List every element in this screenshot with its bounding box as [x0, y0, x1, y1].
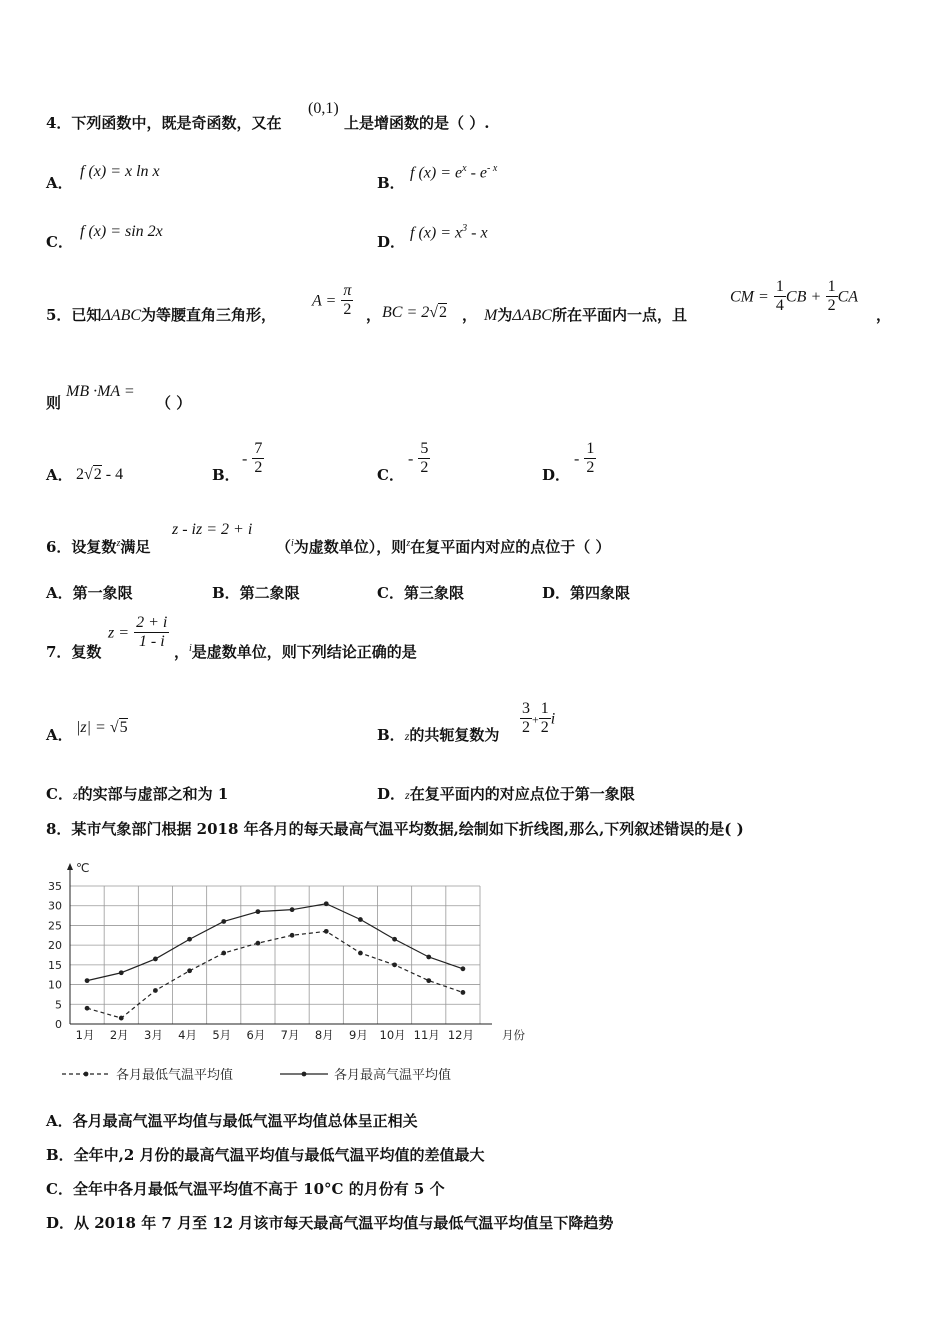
q7-option-d[interactable]: D．z在复平面内的对应点位于第一象限: [377, 785, 635, 803]
q8-option-c[interactable]: C．全年中各月最低气温平均值不高于 10°C 的月份有 5 个: [46, 1180, 445, 1198]
point-high: [153, 957, 158, 962]
q8-stem: 8．某市气象部门根据 2018 年各月的每天最高气温平均数据,绘制如下折线图,那么,下列叙述错误的是( ): [46, 820, 744, 838]
point-low: [426, 978, 431, 983]
q6-option-a[interactable]: A．第一象限: [46, 584, 133, 602]
q5-option-b[interactable]: B．: [212, 466, 240, 484]
q8-option-a[interactable]: A．各月最高气温平均值与最低气温平均值总体呈正相关: [46, 1112, 418, 1130]
y-unit-label: ℃: [76, 861, 90, 875]
legend-marker-low: [84, 1072, 89, 1077]
q4-option-c-label: C．: [46, 233, 73, 251]
point-low: [392, 962, 397, 967]
x-tick-label: 6月: [246, 1028, 266, 1042]
q4-option-b-expr: f $(x) = e^x - e^{- x}$: [410, 163, 498, 182]
x-tick-label: 5月: [212, 1028, 232, 1042]
point-high: [392, 937, 397, 942]
point-high: [290, 907, 295, 912]
legend-label-high: 各月最高气温平均值: [334, 1068, 452, 1083]
q5-line2-paren: （ ）: [156, 394, 192, 412]
q5-vector-eq: CM = $\frac{1}{4}$ CB + $\frac{1}{2}$ CA: [730, 278, 859, 315]
point-low: [358, 951, 363, 956]
point-high: [119, 970, 124, 975]
q7-option-b-expr: $\frac{3}{2}$ + $\frac{1}{2}$ i: [522, 700, 556, 737]
q8-option-b[interactable]: B．全年中,2 月份的最高气温平均值与最低气温平均值的差值最大: [46, 1146, 485, 1164]
point-low: [85, 1006, 90, 1011]
point-low: [119, 1016, 124, 1021]
q7-option-c[interactable]: C．z的实部与虚部之和为 1: [46, 785, 229, 803]
q7-option-b[interactable]: B．z的共轭复数为: [377, 726, 500, 744]
y-tick-label: 5: [55, 998, 62, 1012]
chart-grid: [70, 886, 480, 1024]
q5-option-c-expr: - $\frac{5}{2}$: [408, 440, 429, 477]
point-low: [256, 941, 261, 946]
q4-option-d-expr: f $(x) = x^3 - x$: [410, 223, 488, 242]
y-tick-label: 0: [55, 1018, 62, 1031]
point-high: [187, 937, 192, 942]
y-tick-label: 10: [48, 978, 62, 992]
q7-z-expr: z = $\frac{2 + i}{1 - i}$: [108, 614, 168, 651]
q4-option-c-expr: f (x) = sin 2x: [80, 223, 163, 240]
q5-option-a-expr: 2√2 - 4: [76, 466, 124, 483]
x-tick-label: 8月: [314, 1028, 334, 1042]
point-low: [290, 933, 295, 938]
q7-prefix: 7．复数: [46, 643, 102, 661]
x-tick-label: 12月: [447, 1028, 474, 1042]
point-high: [358, 917, 363, 922]
q4-option-a-expr: f (x) = x ln x: [80, 163, 160, 180]
q7-option-a-expr: |z| = √5: [76, 719, 128, 736]
x-axis-label: 月份: [502, 1028, 525, 1042]
q5-bc: BC = 2√2: [382, 304, 448, 321]
q6-stem: 6．设复数$^z$满足: [46, 538, 151, 556]
point-high: [324, 901, 329, 906]
q4-option-c[interactable]: [46, 231, 73, 252]
q4-option-a-label: A．: [46, 174, 73, 192]
q6-option-b[interactable]: B．第二象限: [212, 584, 300, 602]
q6-stem-rest: （$^i$为虚数单位），则$^z$在复平面内对应的点位于（ ）: [276, 538, 611, 556]
q6-option-d[interactable]: D．第四象限: [542, 584, 631, 602]
point-high: [221, 919, 226, 924]
q5-stem-middle: M为ΔABC所在平面内一点，且: [484, 306, 687, 324]
point-low: [461, 990, 466, 995]
q5-triangle: ΔABC: [101, 307, 142, 324]
q5-option-b-expr: - $\frac{7}{2}$: [242, 440, 263, 477]
q7-stem-rest: ，$^i$是虚数单位，则下列结论正确的是: [174, 643, 417, 661]
q6-equation: z - iz = 2 + i: [172, 521, 253, 538]
y-tick-label: 30: [48, 899, 62, 913]
legend-label-low: 各月最低气温平均值: [116, 1068, 234, 1083]
q5-line2-prefix: 则: [46, 394, 62, 412]
point-low: [221, 951, 226, 956]
q4-option-b[interactable]: [377, 172, 405, 193]
q5-dot-expr: MB ·MA =: [66, 383, 135, 400]
point-low: [153, 988, 158, 993]
point-high: [461, 966, 466, 971]
q5-option-a[interactable]: A．: [46, 466, 73, 484]
q5-angle: A = $\frac{\pi}{2}$: [312, 282, 352, 319]
q4-option-d[interactable]: [377, 231, 405, 252]
chart-axes: [48, 861, 525, 1042]
point-low: [187, 968, 192, 973]
x-tick-label: 4月: [178, 1028, 197, 1042]
q4-stem: [46, 112, 281, 133]
q5-option-d[interactable]: D．: [542, 466, 571, 484]
q6-option-c[interactable]: C．第三象限: [377, 584, 464, 602]
q5-end: ，: [876, 306, 892, 324]
y-tick-label: 20: [48, 939, 62, 953]
point-low: [324, 929, 329, 934]
x-tick-label: 2月: [109, 1028, 129, 1042]
y-axis-arrow: [67, 863, 73, 870]
x-tick-label: 7月: [280, 1028, 300, 1042]
q4-option-b-label: B．: [377, 174, 405, 192]
point-high: [426, 955, 431, 960]
x-tick-label: 9月: [349, 1028, 368, 1042]
x-tick-label: 11月: [413, 1028, 440, 1042]
q5-option-c[interactable]: C．: [377, 466, 404, 484]
q5-sep1: ，: [366, 306, 382, 324]
q4-stem-prefix: 4．下列函数中，既是奇函数，又在: [46, 114, 282, 132]
y-tick-label: 25: [48, 919, 62, 933]
x-tick-label: 1月: [75, 1028, 95, 1042]
x-tick-label: 3月: [144, 1028, 163, 1042]
x-tick-label: 10月: [379, 1028, 406, 1042]
point-high: [256, 909, 261, 914]
q4-option-a[interactable]: [46, 172, 73, 193]
point-high: [85, 978, 90, 983]
q5-stem-prefix: 5．已知ΔABC为等腰直角三角形，: [46, 306, 277, 324]
q5-sep2: ，: [462, 306, 478, 324]
q7-option-a[interactable]: A．: [46, 726, 73, 744]
y-tick-label: 15: [48, 958, 62, 972]
temperature-line-chart: [40, 858, 530, 1090]
chart-legend: [62, 1067, 451, 1083]
legend-marker-high: [302, 1072, 307, 1077]
q8-option-d[interactable]: D．从 2018 年 7 月至 12 月该市每天最高气温平均值与最低气温平均值呈下降趋势: [46, 1214, 614, 1232]
q4-option-d-label: D．: [377, 233, 406, 251]
y-tick-label: 35: [48, 880, 62, 893]
q4-interval: (0,1): [308, 100, 339, 117]
q5-option-d-expr: - $\frac{1}{2}$: [574, 440, 595, 477]
q4-stem-suffix: 上是增函数的是（ ）.: [344, 114, 490, 132]
